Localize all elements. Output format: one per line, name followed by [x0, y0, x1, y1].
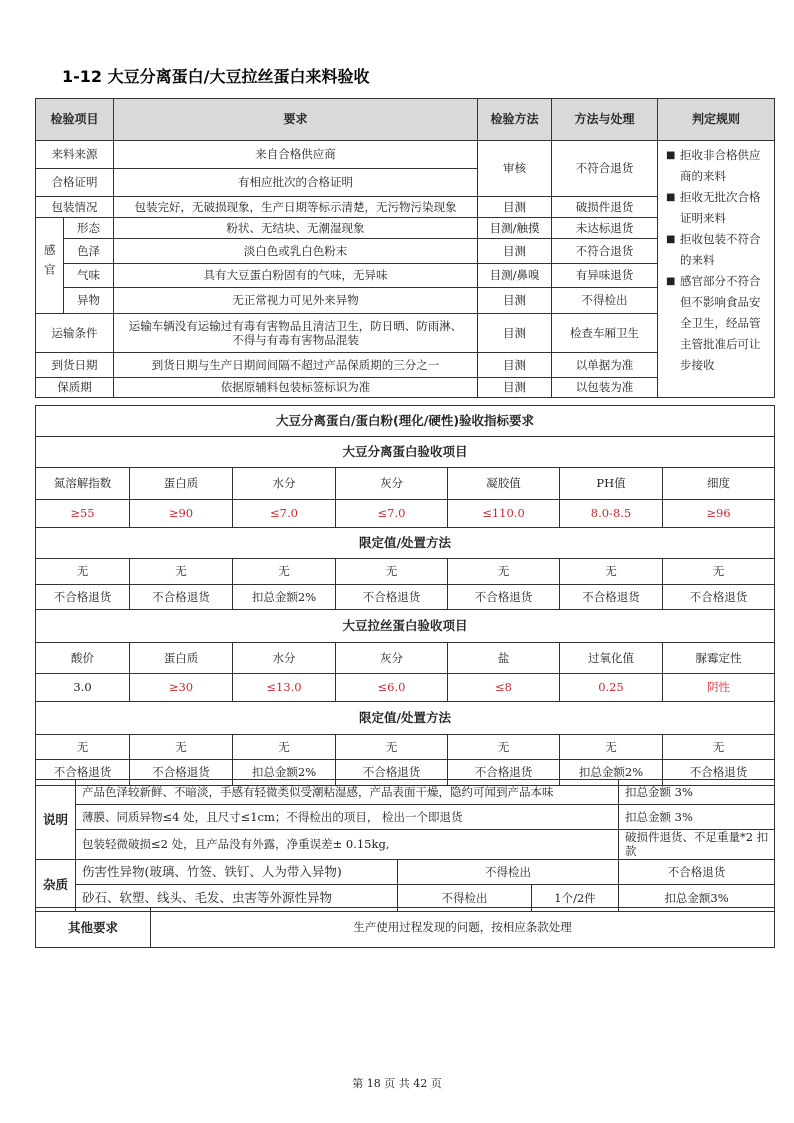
row-name: 合格证明 — [36, 169, 114, 197]
row-method: 目测/触摸 — [478, 218, 552, 239]
col-header: 灰分 — [336, 468, 448, 500]
action-value: 扣总金额2% — [560, 760, 663, 786]
row-requirement: 运输车辆没有运输过有毒有害物品且清洁卫生，防日晒、防雨淋、不得与有毒有害物品混装 — [114, 314, 478, 353]
impurity-action: 扣总金额3% — [619, 884, 775, 911]
col-header: 酸价 — [36, 643, 130, 674]
row-method: 目测 — [478, 314, 552, 353]
limit-value: 无 — [336, 559, 448, 585]
row-name: 异物 — [64, 288, 114, 314]
row-method: 目测 — [478, 378, 552, 398]
limit-value: 无 — [336, 735, 448, 760]
row-name: 保质期 — [36, 378, 114, 398]
note-text: 薄膜、同质异物≤4 处，且尺寸≤1cm；不得检出的项目， 检出一个即退货 — [76, 805, 619, 830]
spec-value: ≤13.0 — [233, 674, 336, 702]
row-handling: 不符合退货 — [552, 239, 658, 264]
rule-item: ■ 感官部分不符合但不影响食品安全卫生，经品管主管批准后可让步接收 — [666, 271, 770, 376]
impurity-action: 不合格退货 — [619, 859, 775, 884]
row-method: 审核 — [478, 141, 552, 197]
header-requirement: 要求 — [114, 99, 478, 141]
limit-value: 无 — [663, 559, 775, 585]
spec-value: ≤6.0 — [336, 674, 448, 702]
row-method: 目测 — [478, 239, 552, 264]
row-requirement: 来自合格供应商 — [114, 141, 478, 169]
spec-value: ≥90 — [130, 500, 233, 528]
row-requirement: 包装完好，无破损现象，生产日期等标示清楚，无污物污染现象 — [114, 197, 478, 218]
row-requirement: 具有大豆蛋白粉固有的气味，无异味 — [114, 264, 478, 288]
bullet-icon: ■ — [666, 150, 676, 161]
col-header: 氮溶解指数 — [36, 468, 130, 500]
col-header: PH值 — [560, 468, 663, 500]
bullet-icon: ■ — [666, 192, 676, 203]
notes-label: 说明 — [36, 780, 76, 860]
row-name: 到货日期 — [36, 353, 114, 378]
spec-value: ≥55 — [36, 500, 130, 528]
spec-value: ≤7.0 — [336, 500, 448, 528]
action-value: 不合格退货 — [336, 585, 448, 610]
col-header: 蛋白质 — [130, 643, 233, 674]
page-title: 1-12 大豆分离蛋白/大豆拉丝蛋白来料验收 — [62, 67, 370, 86]
judgement-rules — [658, 141, 775, 398]
row-requirement: 无正常视力可见外来异物 — [114, 288, 478, 314]
limit-value: 无 — [36, 735, 130, 760]
rule-item: ■ 拒收包装不符合的来料 — [666, 229, 770, 271]
row-name: 来料来源 — [36, 141, 114, 169]
spec-value: 阴性 — [663, 674, 775, 702]
spec-value: ≤8 — [448, 674, 560, 702]
row-method: 目测 — [478, 197, 552, 218]
row-method: 目测 — [478, 288, 552, 314]
row-method: 目测/鼻嗅 — [478, 264, 552, 288]
limit-value: 无 — [663, 735, 775, 760]
subsection-title: 大豆拉丝蛋白验收项目 — [36, 610, 775, 643]
limit-value: 无 — [36, 559, 130, 585]
action-value: 不合格退货 — [36, 585, 130, 610]
page-footer: 第 18 页 共 42 页 — [352, 1077, 442, 1090]
col-header: 蛋白质 — [130, 468, 233, 500]
rule-item: ■ 拒收非合格供应商的来料 — [666, 145, 770, 187]
spec-value: 8.0-8.5 — [560, 500, 663, 528]
spec-value: ≤110.0 — [448, 500, 560, 528]
row-handling: 破损件退货 — [552, 197, 658, 218]
limit-value: 无 — [448, 735, 560, 760]
limit-value: 无 — [560, 559, 663, 585]
header-handling: 方法与处理 — [552, 99, 658, 141]
header-method: 检验方法 — [478, 99, 552, 141]
action-value: 不合格退货 — [663, 760, 775, 786]
row-handling: 以单据为准 — [552, 353, 658, 378]
limit-value: 无 — [130, 735, 233, 760]
spec-value: ≥96 — [663, 500, 775, 528]
row-requirement: 到货日期与生产日期间间隔不超过产品保质期的三分之一 — [114, 353, 478, 378]
impurity-detect: 不得检出 — [398, 884, 532, 911]
row-requirement: 有相应批次的合格证明 — [114, 169, 478, 197]
row-handling: 以包装为准 — [552, 378, 658, 398]
other-table — [35, 907, 775, 948]
row-name: 形态 — [64, 218, 114, 239]
col-header: 盐 — [448, 643, 560, 674]
row-name: 包装情况 — [36, 197, 114, 218]
row-handling: 有异味退货 — [552, 264, 658, 288]
limit-value: 无 — [130, 559, 233, 585]
bullet-icon: ■ — [666, 234, 676, 245]
spec-value: 3.0 — [36, 674, 130, 702]
subsection-title: 大豆分离蛋白验收项目 — [36, 437, 775, 468]
action-value: 不合格退货 — [130, 585, 233, 610]
header-item: 检验项目 — [36, 99, 114, 141]
bullet-icon: ■ — [666, 276, 676, 287]
col-header: 细度 — [663, 468, 775, 500]
col-header: 过氧化值 — [560, 643, 663, 674]
row-name: 气味 — [64, 264, 114, 288]
action-value: 扣总金额2% — [233, 585, 336, 610]
inspection-table — [35, 98, 775, 398]
limit-value: 无 — [233, 559, 336, 585]
sense-label: 感官 — [36, 218, 64, 314]
action-value: 不合格退货 — [448, 760, 560, 786]
section-title: 大豆分离蛋白/蛋白粉(理化/硬性)验收指标要求 — [36, 406, 775, 437]
spec-value: ≥30 — [130, 674, 233, 702]
action-value: 不合格退货 — [448, 585, 560, 610]
note-text: 包装轻微破损≤2 处，且产品没有外露，净重误差± 0.15kg, — [76, 830, 619, 860]
impurity-text: 砂石、软塑、线头、毛发、虫害等外源性异物 — [76, 884, 398, 911]
limit-value: 无 — [448, 559, 560, 585]
note-action: 破损件退货、不足重量*2 扣款 — [619, 830, 775, 860]
row-handling: 不符合退货 — [552, 141, 658, 197]
impurity-count: 1个/2件 — [532, 884, 619, 911]
rule-item: ■ 拒收无批次合格证明来料 — [666, 187, 770, 229]
action-value: 不合格退货 — [36, 760, 130, 786]
row-requirement: 依据原辅料包装标签标识为准 — [114, 378, 478, 398]
limit-value: 无 — [233, 735, 336, 760]
action-value: 不合格退货 — [336, 760, 448, 786]
limit-value: 无 — [560, 735, 663, 760]
limit-title: 限定值/处置方法 — [36, 702, 775, 735]
note-text: 产品色泽较新鲜、不暗淡，手感有轻微类似受潮粘湿感，产品表面干燥，隐约可闻到产品本味 — [76, 780, 619, 805]
row-name: 运输条件 — [36, 314, 114, 353]
other-text: 生产使用过程发现的问题，按相应条款处理 — [151, 908, 775, 948]
indicator-table — [35, 405, 775, 786]
action-value: 不合格退货 — [130, 760, 233, 786]
row-handling: 检查车厢卫生 — [552, 314, 658, 353]
col-header: 水分 — [233, 468, 336, 500]
other-label: 其他要求 — [36, 908, 151, 948]
limit-title: 限定值/处置方法 — [36, 528, 775, 559]
impurity-text: 伤害性异物(玻璃、竹签、铁钉、人为带入异物) — [76, 859, 398, 884]
col-header: 凝胶值 — [448, 468, 560, 500]
action-value: 不合格退货 — [560, 585, 663, 610]
col-header: 脲霉定性 — [663, 643, 775, 674]
row-name: 色泽 — [64, 239, 114, 264]
row-requirement: 淡白色或乳白色粉末 — [114, 239, 478, 264]
note-action: 扣总金额 3% — [619, 780, 775, 805]
row-handling: 未达标退货 — [552, 218, 658, 239]
note-action: 扣总金额 3% — [619, 805, 775, 830]
row-handling: 不得检出 — [552, 288, 658, 314]
impurity-label: 杂质 — [36, 859, 76, 911]
action-value: 扣总金额2% — [233, 760, 336, 786]
col-header: 水分 — [233, 643, 336, 674]
spec-value: 0.25 — [560, 674, 663, 702]
impurity-detect: 不得检出 — [398, 859, 619, 884]
spec-value: ≤7.0 — [233, 500, 336, 528]
notes-table — [35, 779, 775, 912]
row-requirement: 粉状、无结块、无潮湿现象 — [114, 218, 478, 239]
row-method: 目测 — [478, 353, 552, 378]
action-value: 不合格退货 — [663, 585, 775, 610]
col-header: 灰分 — [336, 643, 448, 674]
header-rule: 判定规则 — [658, 99, 775, 141]
